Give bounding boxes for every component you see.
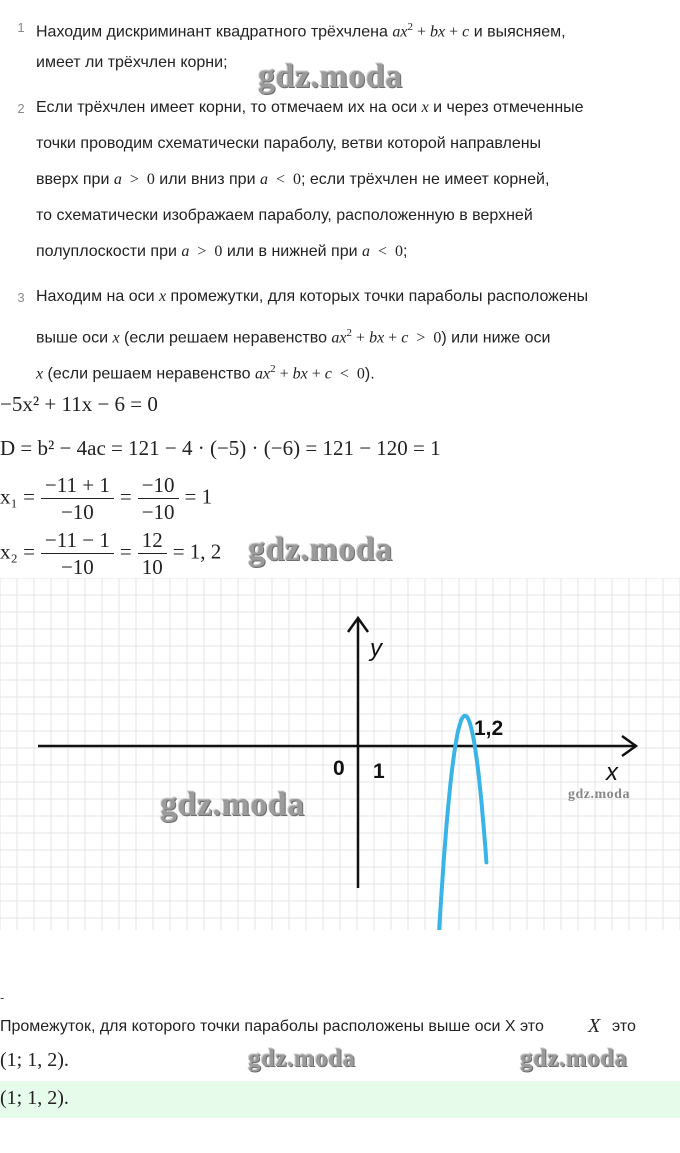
step-2-line-2: точки проводим схематически параболу, ветви которой направлены <box>36 135 542 152</box>
interval-value: (1; 1, 2). <box>0 1049 69 1071</box>
root-2: x₂ = $\frac{-11 - 1}{-10}$ = $\frac{12}{10}$ = 1, 2 <box>0 528 222 579</box>
answer-box <box>0 1081 680 1118</box>
root-label-1: 1 <box>373 760 385 783</box>
dash-marker: - <box>0 990 5 1005</box>
conclusion-tail: это <box>612 1018 636 1035</box>
step-1-line-1: Находим дискриминант квадратного трёхчлена $ax^2$ + bx + c и выясняем, <box>36 21 566 41</box>
conclusion-text: Промежуток, для которого точки параболы расположены выше оси X это <box>0 1018 544 1035</box>
step-3-line-3: x (если решаем неравенство $ax^2$ + bx + c < 0). <box>36 363 375 383</box>
step-2-line-1: Если трёхчлен имеет корни, то отмечаем их на оси x и через отмеченные <box>36 99 584 116</box>
root-1: x₁ = $\frac{-11 + 1}{-10}$ = $\frac{-10}{-10}$ = 1 <box>0 473 213 524</box>
step-2-line-5: полуплоскости при a > 0 или в нижней при a < 0; <box>36 243 408 260</box>
answer-value: (1; 1, 2). <box>0 1087 69 1109</box>
graph-grid <box>0 578 680 930</box>
x-axis-label: x <box>606 759 618 786</box>
step-2-line-3: вверх при a > 0 или вниз при a < 0; если трёхчлен не имеет корней, <box>36 171 550 188</box>
step-number-2: 2 <box>17 101 25 116</box>
step-3-line-1: Находим на оси x промежутки, для которых точки параболы расположены <box>36 288 589 305</box>
watermark-5: gdz.moda <box>248 1045 356 1072</box>
step-number-1: 1 <box>17 20 25 35</box>
watermark-2: gdz.moda <box>248 531 393 568</box>
discriminant: D = b² − 4ac = 121 − 4 · (−5) · (−6) = 121 − 120 = 1 <box>0 436 441 460</box>
equation: −5x² + 11x − 6 = 0 <box>0 392 158 416</box>
step-1-line-2: имеет ли трёхчлен корни; <box>36 54 228 71</box>
y-axis-label: y <box>370 635 382 662</box>
parabola-graph <box>0 578 680 930</box>
conclusion-x: X <box>588 1015 601 1037</box>
watermark-3: gdz.moda <box>160 786 305 823</box>
step-3-line-2: выше оси x (если решаем неравенство $ax^2$ + bx + c > 0) или ниже оси <box>36 327 551 347</box>
step-2-line-4: то схематически изображаем параболу, расположенную в верхней <box>36 207 533 224</box>
watermark-6: gdz.moda <box>520 1045 628 1072</box>
origin-label: 0 <box>333 757 345 780</box>
root-label-2: 1,2 <box>474 717 504 740</box>
step-number-3: 3 <box>17 290 25 305</box>
watermark-1: gdz.moda <box>258 58 403 95</box>
watermark-4: gdz.moda <box>568 787 630 802</box>
